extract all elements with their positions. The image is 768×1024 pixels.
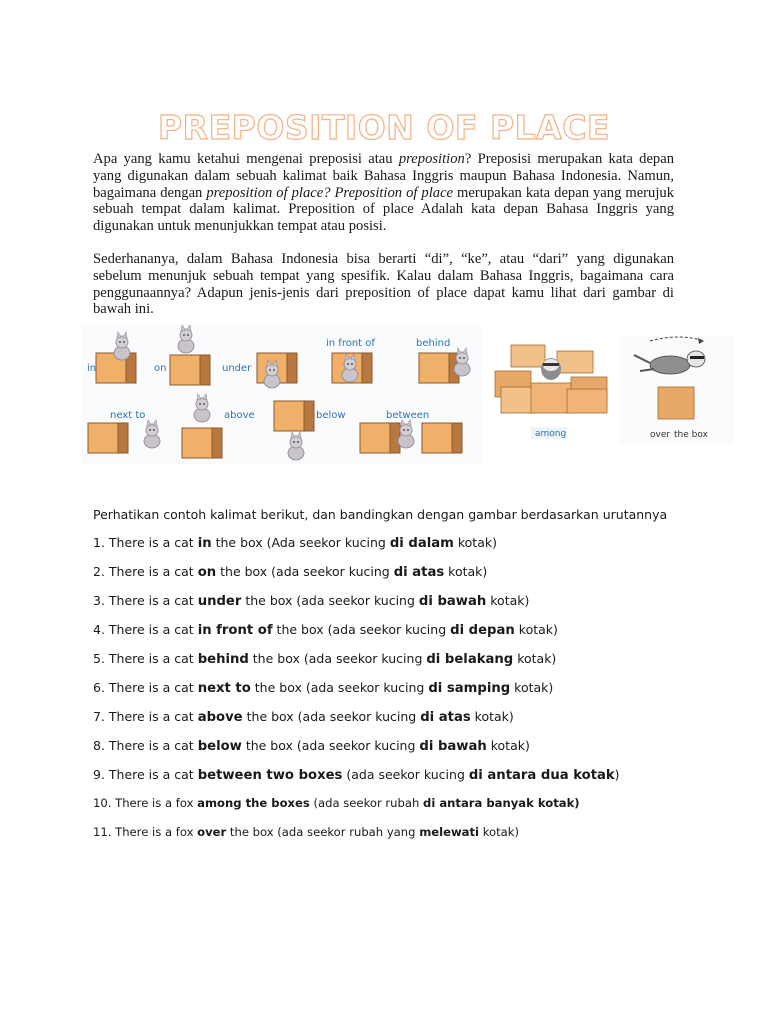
intro-paragraph-2: Sederhananya, dalam Bahasa Indonesia bisa berarti “di”, “ke”, atau “dari” yang digunakan sebelum menunjuk sebuah tempat yang spesifik. Kalau dalam Bahasa Inggris, bagaimana cara penggunaannya? Adapun jenis-jenis dari preposition of place dapat kamu lihat dari gambar di bawah ini. [93, 251, 674, 318]
examples-intro: Perhatikan contoh kalimat berikut, dan bandingkan dengan gambar berdasarkan urutannya [93, 507, 668, 522]
label-over: over [650, 430, 671, 440]
prepositions-figure [82, 325, 482, 465]
label-below: below [316, 410, 346, 421]
label-among: among [535, 429, 567, 439]
intro-paragraph-1 [93, 151, 674, 235]
over-figure [620, 335, 734, 445]
label-next-to: next to [110, 410, 146, 421]
example-sentence-1: 1. There is a cat in the box (Ada seekor kucing di dalam kotak) [93, 535, 497, 551]
p1-text-1: Apa yang kamu ketahui mengenai preposisi atau [93, 151, 399, 167]
label-above: above [224, 410, 255, 421]
example-sentence-5: 5. There is a cat behind the box (ada seekor kucing di belakang kotak) [93, 651, 557, 667]
label-the-box: the box [674, 430, 708, 440]
p1-italic-1: preposition [398, 151, 465, 167]
example-sentence-2: 2. There is a cat on the box (ada seekor kucing di atas kotak) [93, 564, 488, 580]
example-sentence-9: 9. There is a cat between two boxes (ada seekor kucing di antara dua kotak) [93, 767, 620, 783]
example-sentence-8: 8. There is a cat below the box (ada seekor kucing di bawah kotak) [93, 738, 530, 754]
among-illustration [491, 335, 611, 450]
example-sentence-3: 3. There is a cat under the box (ada seekor kucing di bawah kotak) [93, 593, 530, 609]
label-between: between [386, 410, 430, 421]
label-behind: behind [416, 338, 451, 349]
example-sentence-7: 7. There is a cat above the box (ada seekor kucing di atas kotak) [93, 709, 514, 725]
prepositions-illustration [82, 325, 482, 465]
p1-text-2: ? Preposisi merupakan kata depan yang digunakan dalam sebuah kalimat baik Bahasa Inggris maupun Bahasa Indonesia. Namun, bagaimana dengan [93, 151, 674, 201]
p1-italic-2: preposition of place? Preposition of place [206, 184, 454, 201]
over-illustration [620, 335, 734, 445]
example-sentence-11: 11. There is a fox over the box (ada seekor rubah yang melewati kotak) [93, 825, 519, 839]
label-in-front-of: in front of [326, 338, 375, 349]
p1-text-3: merupakan kata depan yang merujuk sebuah tempat dalam kalimat. Preposition of place Adalah kata depan Bahasa Inggris yang digunakan untuk menunjukkan tempat atau posisi. [93, 184, 674, 235]
label-in: in [87, 363, 97, 374]
example-sentence-6: 6. There is a cat next to the box (ada seekor kucing di samping kotak) [93, 680, 554, 696]
label-on: on [154, 363, 167, 374]
label-under: under [222, 363, 252, 374]
example-sentence-4: 4. There is a cat in front of the box (ada seekor kucing di depan kotak) [93, 622, 558, 638]
page-title: PREPOSITION OF PLACE [158, 108, 610, 148]
example-sentence-10: 10. There is a fox among the boxes (ada seekor rubah di antara banyak kotak) [93, 796, 580, 810]
among-figure [491, 335, 611, 450]
